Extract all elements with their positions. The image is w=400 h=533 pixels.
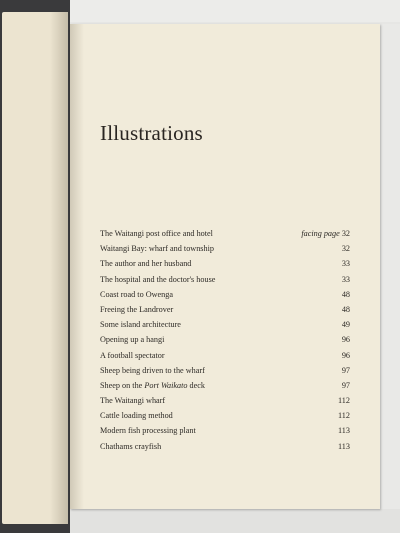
page-reference xyxy=(301,229,350,238)
illustration-caption: Sheep being driven to the wharf xyxy=(100,365,205,375)
page-number: 48 xyxy=(341,289,350,299)
page-title: Illustrations xyxy=(100,121,203,145)
list-item xyxy=(100,275,350,290)
list-item xyxy=(100,320,350,335)
illustration-caption: The Waitangi wharf xyxy=(100,396,166,406)
page-number: 97 xyxy=(341,365,350,375)
left-page-gutter xyxy=(50,12,68,524)
list-item xyxy=(100,305,350,320)
page-number: 112 xyxy=(338,396,350,406)
illustration-caption: Some island architecture xyxy=(100,320,181,330)
illustration-caption: The hospital and the doctor's house xyxy=(100,274,216,284)
list-item xyxy=(100,366,350,381)
list-item xyxy=(100,290,350,305)
page-number: 96 xyxy=(341,335,350,345)
list-item xyxy=(100,381,350,396)
page-number: 112 xyxy=(338,411,350,421)
page-number: 97 xyxy=(341,380,350,390)
illustration-caption: Modern fish processing plant xyxy=(100,426,196,436)
illustration-caption: Coast road to Owenga xyxy=(100,289,173,299)
list-item xyxy=(100,411,350,426)
caption-suffix: deck xyxy=(187,380,205,390)
ship-name: Port Waikato xyxy=(144,380,188,390)
background-bottom xyxy=(70,509,400,533)
page-number: 49 xyxy=(341,320,350,330)
left-page xyxy=(2,12,68,524)
caption-prefix: Sheep on the xyxy=(100,380,145,390)
page-number: 32 xyxy=(341,244,350,254)
list-item xyxy=(100,259,350,274)
page-number: 33 xyxy=(341,274,350,284)
illustration-caption: A football spectator xyxy=(100,350,165,360)
page-number: 113 xyxy=(338,441,350,451)
list-item xyxy=(100,335,350,350)
page-number: 48 xyxy=(341,304,350,314)
facing-page-label: facing page xyxy=(301,229,340,238)
page-gutter-shadow xyxy=(70,24,84,509)
illustration-caption: Opening up a hangi xyxy=(100,335,165,345)
page-number: 32 xyxy=(341,229,350,238)
illustration-caption: The Waitangi post office and hotel xyxy=(100,229,213,238)
page-number: 113 xyxy=(338,426,350,436)
list-item xyxy=(100,442,350,457)
illustration-caption: Cattle loading method xyxy=(100,411,173,421)
page-number: 33 xyxy=(341,259,350,269)
illustration-caption xyxy=(100,381,205,390)
list-item xyxy=(100,244,350,259)
list-item xyxy=(100,396,350,411)
background-right xyxy=(380,24,400,509)
list-item xyxy=(100,351,350,366)
list-item xyxy=(100,426,350,441)
illustration-caption: Chathams crayfish xyxy=(100,441,162,451)
page-number: 96 xyxy=(341,350,350,360)
list-item xyxy=(100,229,350,244)
illustration-caption: Freeing the Landrover xyxy=(100,304,174,314)
illustrations-list xyxy=(100,229,350,457)
illustration-caption: Waitangi Bay: wharf and township xyxy=(100,244,214,254)
book-page xyxy=(70,24,380,509)
illustration-caption: The author and her husband xyxy=(100,259,192,269)
